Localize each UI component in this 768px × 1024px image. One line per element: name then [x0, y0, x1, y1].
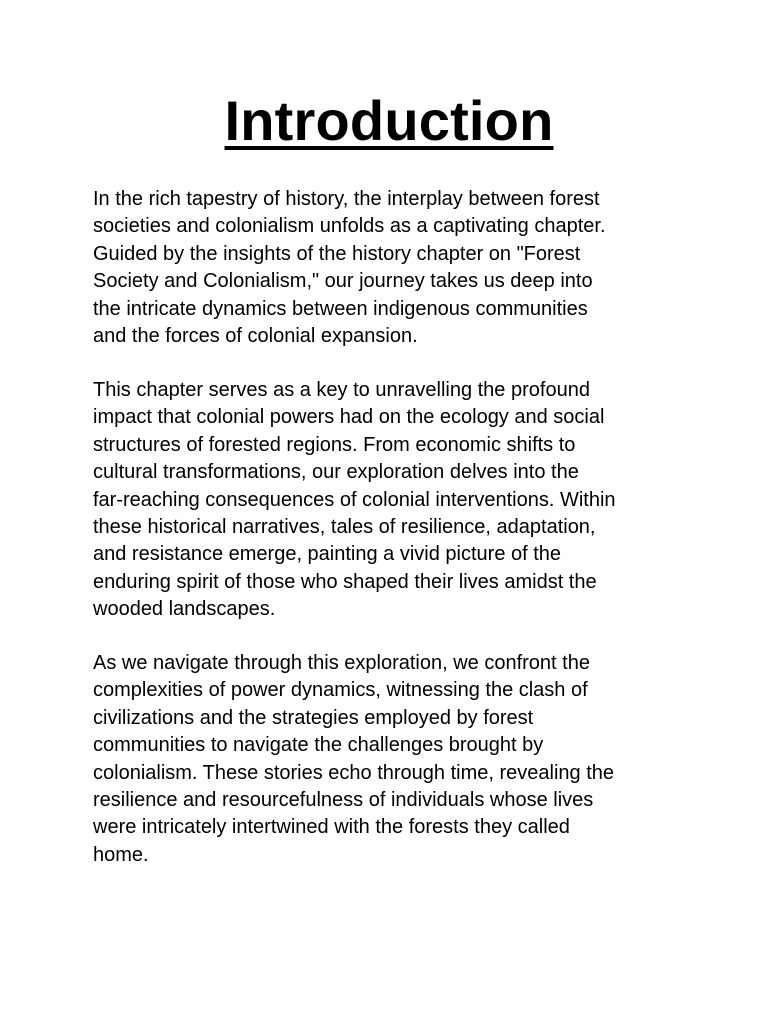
paragraph-1	[93, 186, 713, 350]
paragraph-line: and resistance emerge, painting a vivid picture of the	[93, 543, 562, 566]
paragraph-line: structures of forested regions. From economic shifts to	[93, 433, 576, 456]
paragraph-3	[93, 650, 713, 869]
paragraph-line: This chapter serves as a key to unravelling the profound	[93, 379, 590, 401]
paragraph-line: As we navigate through this exploration, we confront the	[93, 652, 590, 674]
paragraph-line: communities to navigate the challenges brought by	[93, 734, 544, 757]
paragraph-line: resilience and resourcefulness of individuals whose lives	[93, 789, 594, 812]
paragraph-line: and the forces of colonial expansion.	[93, 325, 418, 348]
paragraph-line: far-reaching consequences of colonial interventions. Within	[93, 488, 616, 511]
paragraph-line: the intricate dynamics between indigenous communities	[93, 297, 588, 320]
paragraph-line: In the rich tapestry of history, the interplay between forest	[93, 188, 600, 210]
paragraph-line: colonialism. These stories echo through time, revealing the	[93, 761, 615, 784]
paragraph-line: cultural transformations, our exploration delves into the	[93, 461, 579, 484]
paragraph-line: Society and Colonialism," our journey takes us deep into	[93, 270, 593, 293]
paragraph-line: civilizations and the strategies employed by forest	[93, 706, 534, 729]
paragraph-line: these historical narratives, tales of resilience, adaptation,	[93, 516, 596, 539]
page-title-text: Introduction	[224, 89, 554, 152]
page-title	[0, 86, 768, 156]
paragraph-line: wooded landscapes.	[93, 598, 276, 621]
paragraph-line: impact that colonial powers had on the ecology and social	[93, 406, 605, 429]
paragraph-line: home.	[93, 843, 149, 866]
paragraph-line: Guided by the insights of the history chapter on "Forest	[93, 242, 581, 265]
paragraph-line: complexities of power dynamics, witnessing the clash of	[93, 679, 588, 702]
paragraph-2	[93, 377, 713, 624]
paragraph-line: societies and colonialism unfolds as a captivating chapter.	[93, 215, 606, 238]
paragraph-line: enduring spirit of those who shaped their lives amidst the	[93, 570, 597, 593]
paragraph-line: were intricately intertwined with the forests they called	[93, 816, 570, 839]
